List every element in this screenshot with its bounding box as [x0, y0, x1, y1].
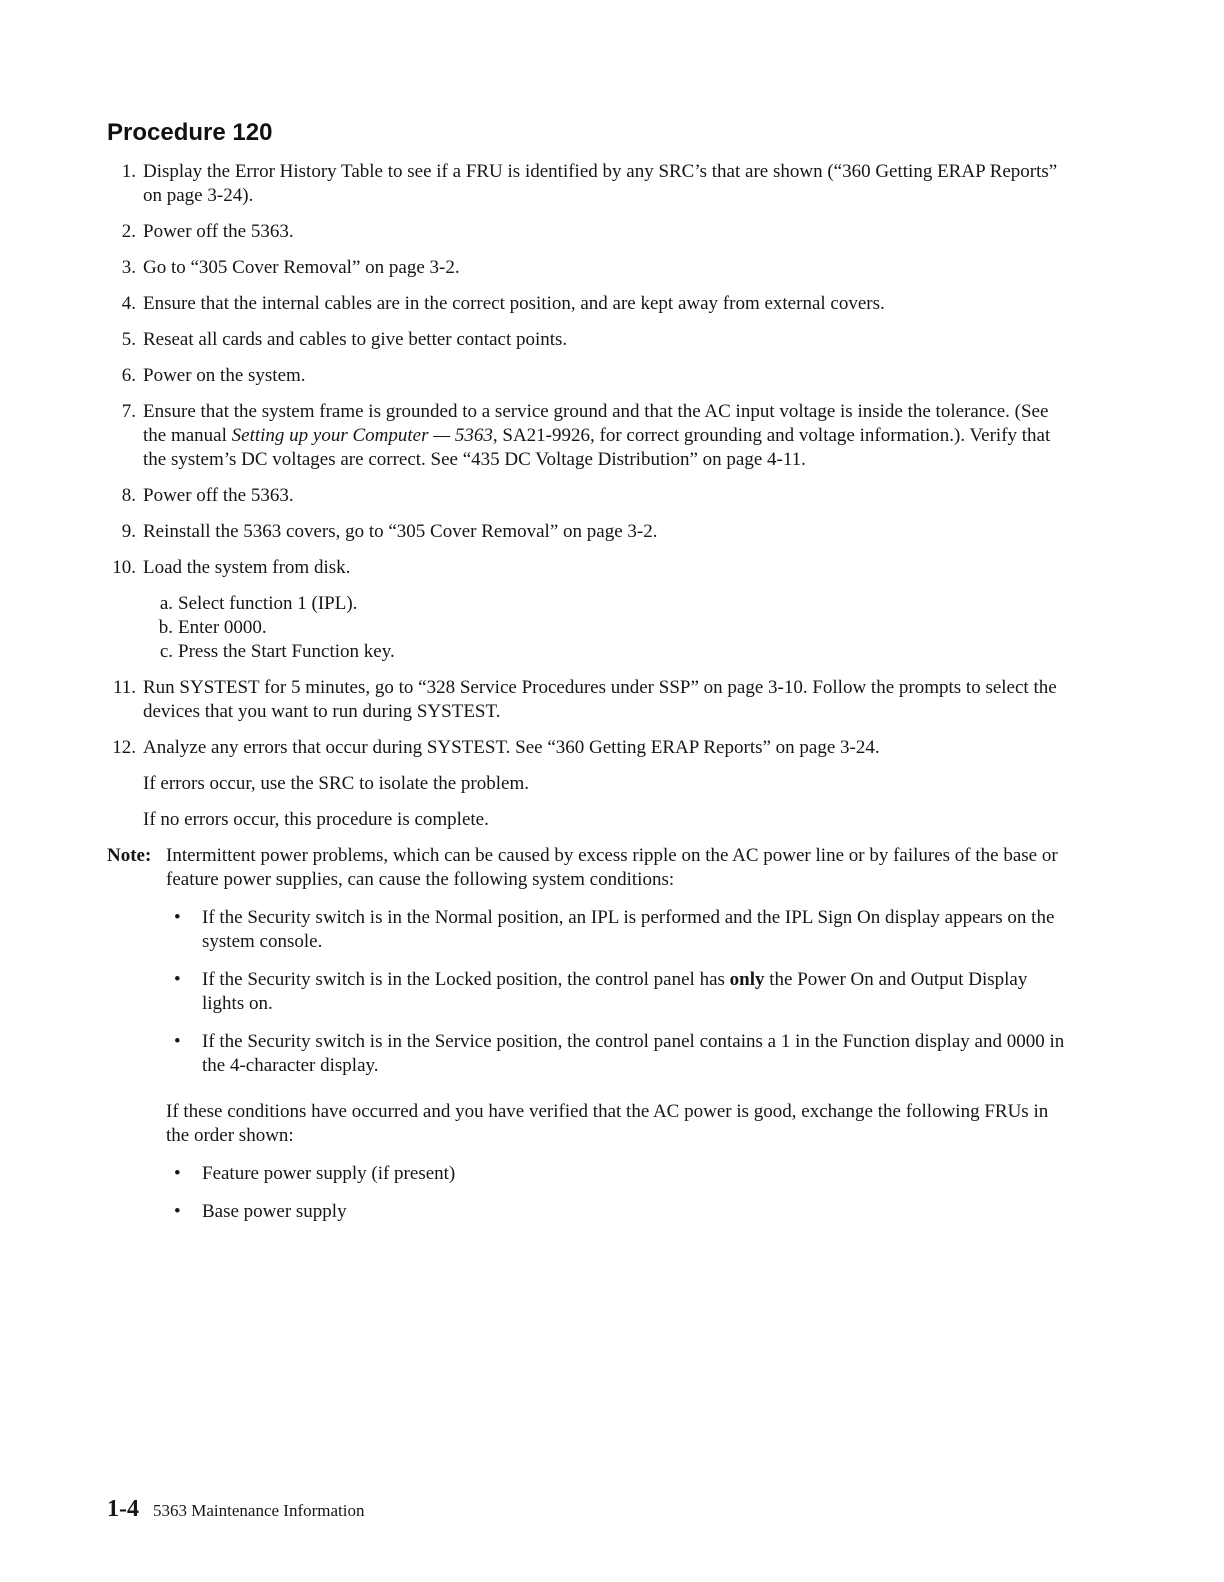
bullet-icon: •	[174, 907, 181, 928]
manual-title: Setting up your Computer — 5363	[231, 425, 493, 446]
errors-occur-text: If errors occur, use the SRC to isolate the problem.	[143, 773, 530, 794]
step-text: Reinstall the 5363 covers, go to “305 Cover Removal” on page 3-2.	[143, 521, 658, 542]
step-number: 2.	[121, 221, 136, 242]
procedure-steps	[0, 160, 1224, 1238]
step-number: 12.	[112, 737, 136, 758]
list-item	[166, 906, 1066, 954]
substep-c	[159, 640, 1068, 664]
step-7	[0, 400, 1068, 472]
step-number: 1.	[121, 161, 136, 182]
step-text: Ensure that the internal cables are in the correct position, and are kept away from external covers.	[143, 293, 885, 314]
step-text: Display the Error History Table to see if a FRU is identified by any SRC’s that are shown (“360 Getting ERAP Reports” on page 3-24).	[143, 161, 1058, 206]
condition-text: If the Security switch is in the Service position, the control panel contains a 1 in the Function display and 0000 in the 4-character display.	[202, 1031, 1065, 1076]
step-number: 6.	[121, 365, 136, 386]
list-item	[166, 1030, 1066, 1078]
step-text: Power on the system.	[143, 365, 306, 386]
bullet-icon: •	[174, 1163, 181, 1184]
substep-b	[158, 616, 1068, 640]
step-text: Power off the 5363.	[143, 221, 294, 242]
fru-text: Base power supply	[202, 1201, 347, 1222]
emphasis: only	[729, 969, 765, 990]
substep-list	[143, 592, 1068, 664]
step-2	[0, 220, 1068, 244]
step-text: Power off the 5363.	[143, 485, 294, 506]
step-text: Load the system from disk.	[143, 557, 351, 578]
substep-text: Enter 0000.	[178, 617, 267, 638]
page-footer	[107, 1497, 365, 1523]
substep-letter: b.	[158, 617, 173, 638]
step-5	[0, 328, 1068, 352]
step-9	[0, 520, 1068, 544]
step-10	[0, 556, 1068, 664]
step-3	[0, 256, 1068, 280]
substep-letter: c.	[159, 641, 173, 662]
step-text-part: , SA21-9926, for correct grounding and voltage information.). Verify that the system’s DC voltages are correct. See “435 DC Voltage Distribution” on page 4-11.	[143, 425, 1051, 470]
conditions-list	[166, 906, 1066, 1078]
substep-text: Select function 1 (IPL).	[178, 593, 358, 614]
condition-text-part: If the Security switch is in the Locked position, the control panel has	[202, 969, 730, 990]
note-text: Intermittent power problems, which can be caused by excess ripple on the AC power line or by failures of the base or feature power supplies, can cause the following system conditions:	[166, 845, 1058, 890]
step-number: 5.	[121, 329, 136, 350]
step-number: 3.	[121, 257, 136, 278]
step-number: 11.	[112, 677, 136, 698]
list-item	[166, 1200, 1066, 1224]
condition-text	[202, 969, 1027, 1014]
note-label: Note:	[107, 845, 152, 866]
substep-text: Press the Start Function key.	[178, 641, 395, 662]
fru-list	[166, 1162, 1066, 1224]
step-text-part: Ensure that the system frame is grounded to a service ground and that the AC input voltage is inside the tolerance. (See the manual	[143, 401, 1049, 446]
condition-text-part: the Power On and Output Display lights on.	[202, 969, 1028, 1014]
page-number: 1-4	[107, 1496, 139, 1522]
fru-text: Feature power supply (if present)	[202, 1163, 456, 1184]
step-12	[0, 736, 1068, 760]
step-8	[0, 484, 1068, 508]
list-item	[166, 1162, 1066, 1186]
bullet-icon: •	[174, 1031, 181, 1052]
step-11	[0, 676, 1068, 724]
no-errors-text: If no errors occur, this procedure is complete.	[143, 809, 489, 830]
step-4	[0, 292, 1068, 316]
exchange-fru-text: If these conditions have occurred and you have verified that the AC power is good, exchange the following FRUs in the order shown:	[166, 1101, 1049, 1146]
condition-text: If the Security switch is in the Normal position, an IPL is performed and the IPL Sign On display appears on the system console.	[202, 907, 1055, 952]
note-block	[0, 844, 1066, 1224]
bullet-icon: •	[174, 1201, 181, 1222]
bullet-icon: •	[174, 969, 181, 990]
step-text	[143, 401, 1050, 470]
step-1	[0, 160, 1068, 208]
step-text: Analyze any errors that occur during SYSTEST. See “360 Getting ERAP Reports” on page 3-24.	[143, 737, 880, 758]
step-number: 10.	[112, 557, 136, 578]
page-title: Procedure 120	[107, 119, 273, 146]
book-title: 5363 Maintenance Information	[153, 1501, 365, 1520]
step-text: Run SYSTEST for 5 minutes, go to “328 Service Procedures under SSP” on page 3-10. Follow the prompts to select the devices that you want to run during SYSTEST.	[143, 677, 1057, 722]
substep-a	[159, 592, 1068, 616]
list-item	[166, 968, 1066, 1016]
step-text: Go to “305 Cover Removal” on page 3-2.	[143, 257, 460, 278]
substep-letter: a.	[159, 593, 173, 614]
step-number: 7.	[121, 401, 136, 422]
step-number: 8.	[121, 485, 136, 506]
step-number: 9.	[121, 521, 136, 542]
step-6	[0, 364, 1068, 388]
step-text: Reseat all cards and cables to give better contact points.	[143, 329, 568, 350]
step-number: 4.	[121, 293, 136, 314]
